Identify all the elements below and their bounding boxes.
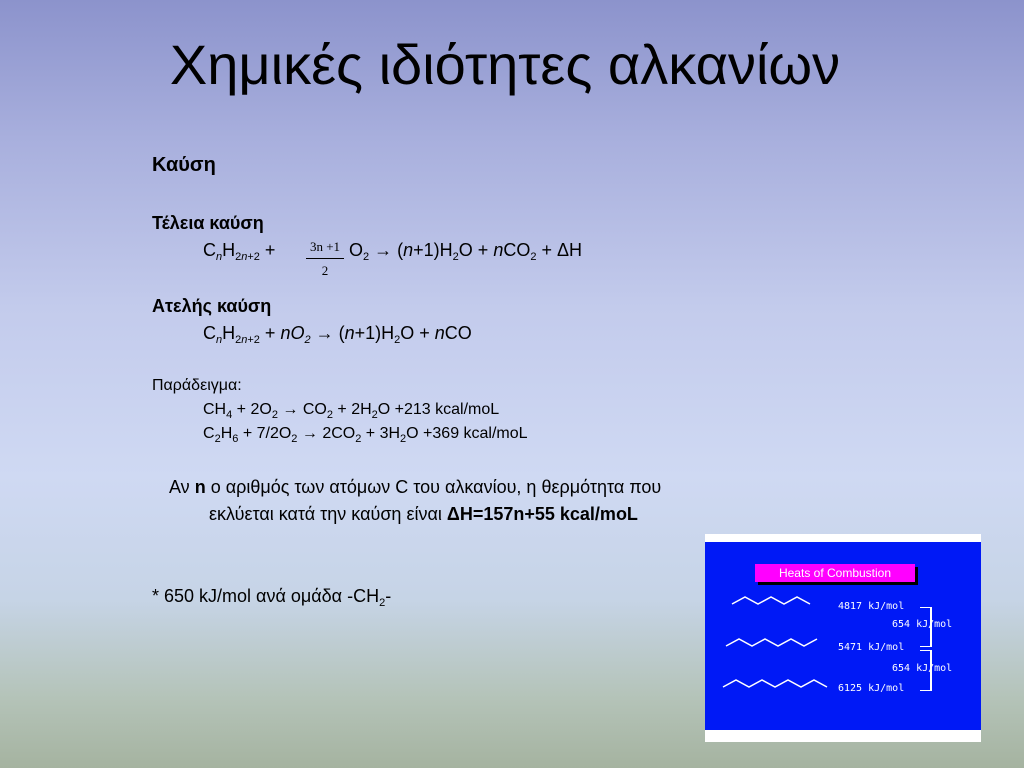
combustion-heading: Καύση [152, 154, 216, 176]
heat-rule-line-1: Αν n ο αριθμός των ατόμων C του αλκανίου, η θερμότητα που [169, 477, 662, 497]
chain-short [732, 597, 810, 604]
complete-combustion-heading: Τέλεια καύση [152, 213, 264, 233]
fraction-denominator: 2 [321, 263, 329, 278]
incomplete-combustion-equation: $C_nH_{2n+2} + nO_2 \to (n+1)H_2O$ + nCO [203, 323, 472, 346]
heat-value-1: 4817 kJ/mol [838, 601, 905, 612]
heat-formula: ΔΗ=157n+55 kcal/moL [446, 504, 638, 524]
complete-combustion-equation-lhs: $C_nH_{2n+2}$ + [203, 240, 276, 263]
fraction-bar [306, 258, 344, 259]
chain-medium [726, 639, 817, 646]
heat-diff-2: 654 kJ/mol [892, 663, 953, 674]
chain-long [723, 680, 827, 687]
heats-figure-title: Heats of Combustion [755, 564, 915, 582]
heat-value-3: 6125 kJ/mol [838, 683, 905, 694]
heats-figure-background [705, 542, 981, 730]
incomplete-combustion-heading: Ατελής καύση [152, 296, 272, 316]
slide-title: Χημικές ιδιότητες αλκανίων [169, 33, 841, 96]
example-label: Παράδειγμα: [152, 377, 242, 394]
heats-of-combustion-figure [705, 534, 981, 742]
example-methane-equation: $CH_4 + 2O_2 \to CO_2 + 2H_2O +213$ kcal/moL [203, 401, 500, 421]
complete-combustion-equation-rhs: $O_2 \to (n+1)H_2O + nCO_2 + \Delta H$ [349, 240, 582, 263]
fraction-numerator: 3n +1 [309, 239, 341, 254]
example-ethane-equation: $C_2H_6 + 7/2O_2 \to 2CO_2 + 3H_2O +369$ kcal/moL [203, 425, 528, 445]
alkane-chain-drawings [705, 542, 981, 730]
bracket-1 [920, 607, 932, 647]
heat-diff-1: 654 kJ/mol [892, 619, 953, 630]
heat-value-2: 5471 kJ/mol [838, 642, 905, 653]
ch2-group-note: * 650 kJ/mol ανά ομάδα $-CH_2-$ [152, 586, 392, 609]
heat-rule-line-2: εκλύεται κατά την καύση είναι ΔΗ=157n+55 kcal/moL [209, 504, 638, 524]
bracket-2 [920, 650, 932, 691]
